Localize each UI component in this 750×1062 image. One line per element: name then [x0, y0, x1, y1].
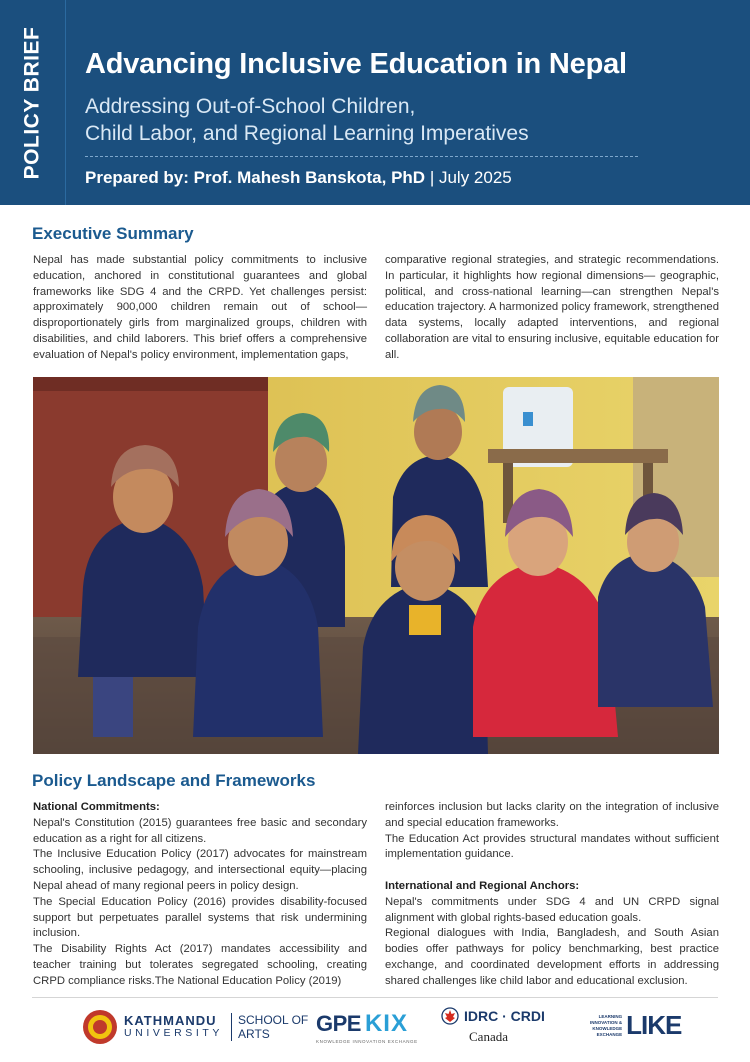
- idrc-logo: [441, 1007, 545, 1045]
- like-tagline-line: INNOVATION &: [590, 1019, 623, 1025]
- like-tagline: [590, 1014, 622, 1038]
- like-wordmark: LIKE: [626, 1010, 682, 1040]
- document-title: Advancing Inclusive Education in Nepal: [85, 48, 627, 80]
- subtitle-line-1: Addressing Out-of-School Children,: [85, 95, 416, 118]
- policy-paragraph: The Special Education Policy (2016) provides disability-focused support but perpetuates parallel systems that risk undermining inclusion.: [33, 895, 367, 940]
- policy-landscape-heading: Policy Landscape and Frameworks: [32, 771, 316, 790]
- policy-paragraph: The Inclusive Education Policy (2017) advocates for mainstream schooling, inclusive pedagogy, and intersectional equity—placing Nepal ahead of many regional peers in policy design.: [33, 848, 367, 892]
- national-commitments-label: National Commitments:: [33, 801, 160, 813]
- partner-logos: [0, 1000, 750, 1062]
- kix-wordmark: KIX: [364, 1010, 408, 1037]
- school-line2: ARTS: [238, 1027, 270, 1041]
- subtitle-line-2: Child Labor, and Regional Learning Imperatives: [85, 122, 529, 145]
- ku-seal-icon: [82, 1009, 118, 1045]
- footer-divider: [32, 997, 718, 998]
- policy-paragraph: Nepal's commitments under SDG 4 and UN CRPD signal alignment with global rights-based education goals.: [385, 895, 719, 924]
- author-separator: |: [425, 168, 439, 187]
- header-divider: [85, 156, 638, 157]
- ku-name-line2: UNIVERSITY: [124, 1027, 224, 1039]
- like-logo: [590, 1010, 681, 1041]
- gpe-kix-logo: [316, 1010, 418, 1044]
- policy-right-column: [385, 800, 719, 990]
- policy-left-column: [33, 800, 367, 990]
- author-name: Prepared by: Prof. Mahesh Banskota, PhD: [85, 168, 426, 187]
- ku-name-line1: KATHMANDU: [124, 1013, 217, 1028]
- paragraph-spacer: [385, 863, 719, 879]
- policy-brief-label: POLICY BRIEF: [20, 26, 44, 179]
- author-line: [85, 168, 512, 188]
- like-tagline-line: EXCHANGE: [596, 1031, 623, 1037]
- kathmandu-university-logo: [82, 1009, 308, 1045]
- kix-tagline: KNOWLEDGE INNOVATION EXCHANGE: [316, 1039, 418, 1044]
- policy-paragraph: Regional dialogues with India, Bangladesh, and South Asian bodies offer pathways for policy benchmarking, best practice exchange, and coordinated development efforts in addressing shared challenges like child labor and educational exclusion.: [385, 927, 719, 987]
- policy-paragraph: reinforces inclusion but lacks clarity on the integration of inclusive and special education frameworks.: [385, 801, 719, 829]
- photo-illustration: [33, 377, 719, 754]
- policy-paragraph: The Education Act provides structural mandates without sufficient implementation guidance.: [385, 832, 719, 861]
- document-subtitle: [85, 93, 705, 147]
- ku-wordmark: [124, 1014, 223, 1040]
- maple-leaf-icon: [441, 1007, 459, 1025]
- policy-paragraph: The Disability Rights Act (2017) mandates accessibility and teacher training but tolerates segregated schooling, creating CRPD compliance risks.The National Education Policy (2019): [33, 943, 367, 987]
- school-line1: SCHOOL OF: [238, 1013, 309, 1027]
- executive-summary-text-right: comparative regional strategies, and strategic recommendations. In particular, it highlights how regional dimensions— geographic, political, and cross-national learning—can strengthen Nepal's education trajectory. A harmonized policy framework, strengthened data systems, locally adapted interventions, and regional collaboration are vital to ensuring inclusive, equitable education for all.: [385, 254, 719, 361]
- canada-wordmark: Canada: [469, 1029, 508, 1044]
- policy-paragraph: Nepal's Constitution (2015) guarantees free basic and secondary education as a right for all citizens.: [33, 816, 367, 845]
- like-tagline-line: KNOWLEDGE: [592, 1025, 623, 1031]
- policy-brief-tab: [0, 0, 66, 205]
- publication-date: July 2025: [438, 168, 512, 187]
- executive-summary-heading: Executive Summary: [32, 224, 194, 243]
- executive-summary-right-column: [385, 253, 719, 364]
- like-tagline-line: LEARNING: [598, 1013, 623, 1019]
- gpe-wordmark: GPE: [316, 1011, 361, 1036]
- executive-summary-left-column: [33, 253, 367, 364]
- classroom-children-photo: [33, 377, 719, 754]
- school-of-arts: [231, 1013, 308, 1041]
- executive-summary-text-left: Nepal has made substantial policy commitments to inclusive education, anchored in constitutional guarantees and global frameworks like SDG 4 and the CRPD. Yet challenges persist: approximately 900,000 children remain out of school—disproportionately girls from marginalized groups, children with disabilities, and child laborers. This brief offers a comprehensive evaluation of Nepal's policy environment, implementation gaps,: [33, 254, 367, 361]
- idrc-wordmark: IDRC · CRDI: [464, 1008, 545, 1024]
- international-anchors-label: International and Regional Anchors:: [385, 879, 580, 892]
